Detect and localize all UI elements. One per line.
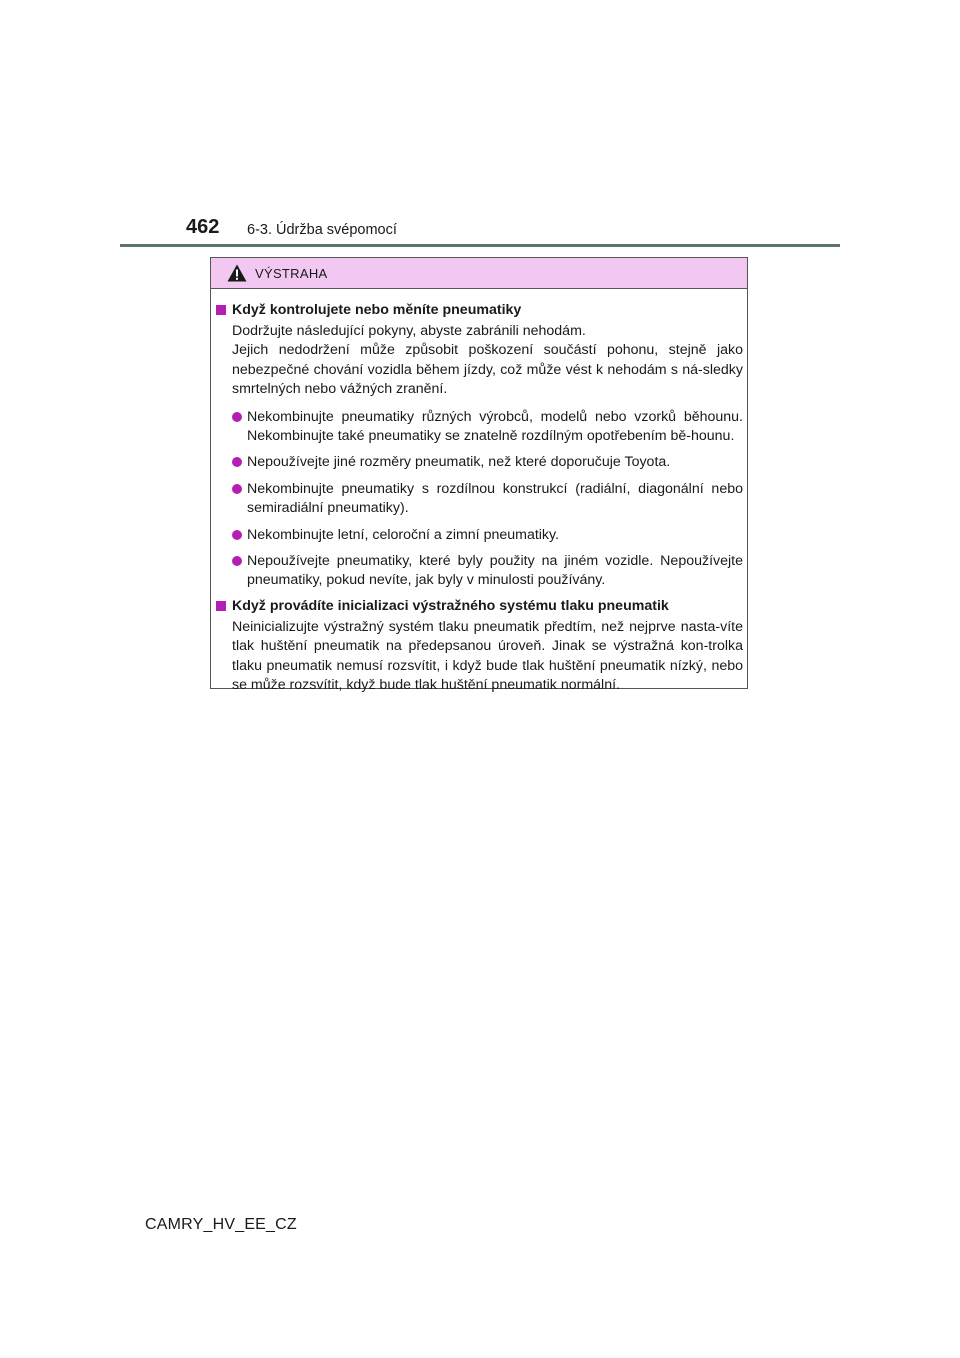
square-bullet-icon [216, 305, 226, 315]
circle-bullet-icon [232, 484, 242, 494]
header-rule [120, 244, 840, 247]
list-item-text: Nekombinujte pneumatiky různých výrobců, modelů nebo vzorků běhounu. Nekombinujte také pneumatiky se znatelně rozdílným opotřebením bě-hounu. [247, 408, 743, 445]
circle-bullet-icon [232, 457, 242, 467]
list-item [232, 453, 743, 472]
section-heading [216, 301, 743, 320]
list-item [232, 526, 743, 545]
page-number: 462 [186, 216, 220, 238]
list-item-text: Nekombinujte letní, celoroční a zimní pneumatiky. [247, 526, 560, 543]
list-item [232, 408, 743, 447]
list-item-text: Nepoužívejte pneumatiky, které byly použity na jiném vozidle. Nepoužívejte pneumatiky, pokud nevíte, jak byly v minulosti používány. [247, 553, 743, 589]
section-title: 6-3. Údržba svépomocí [247, 222, 397, 238]
circle-bullet-icon [232, 530, 242, 540]
bullet-list [232, 408, 743, 591]
warning-body [211, 289, 747, 696]
warning-title: VÝSTRAHA [255, 265, 328, 281]
section-heading-text: Když kontrolujete nebo měníte pneumatiky [232, 302, 522, 318]
warning-header [211, 258, 747, 289]
list-item [232, 480, 743, 519]
list-item-text: Nepoužívejte jiné rozměry pneumatik, než které doporučuje Toyota. [247, 454, 671, 471]
footer-code: CAMRY_HV_EE_CZ [145, 1216, 297, 1233]
section-heading-text: Když provádíte inicializaci výstražného systému tlaku pneumatik [232, 597, 669, 614]
circle-bullet-icon [232, 556, 242, 566]
paragraph: Dodržujte následující pokyny, abyste zabránili nehodám. [232, 323, 586, 339]
warning-box [210, 257, 748, 694]
list-item-text: Nekombinujte pneumatiky s rozdílnou konstrukcí (radiální, diagonální nebo semiradiální pneumatiky). [247, 480, 743, 517]
paragraph: Jejich nedodržení může způsobit poškození součástí pohonu, stejně jako nebezpečné chování vozidla během jízdy, což může vést k nehodám s ná-sledky smrtelných nebo vážných zranění. [232, 342, 743, 398]
list-item [232, 552, 743, 591]
circle-bullet-icon [232, 412, 242, 422]
square-bullet-icon [216, 601, 226, 611]
warning-triangle-icon [227, 264, 247, 282]
paragraph: Neinicializujte výstražný systém tlaku pneumatik předtím, než nejprve nasta-víte tlak huštění pneumatik na předepsanou úroveň. Jinak se výstražná kon-trolka tlaku pneumatik nemusí rozsvítit, i když bude tlak huštění pneumatik nízký, nebo se může rozsvítit, když bude tlak huštění pneumatik normální. [232, 618, 743, 694]
section-heading [216, 597, 743, 616]
